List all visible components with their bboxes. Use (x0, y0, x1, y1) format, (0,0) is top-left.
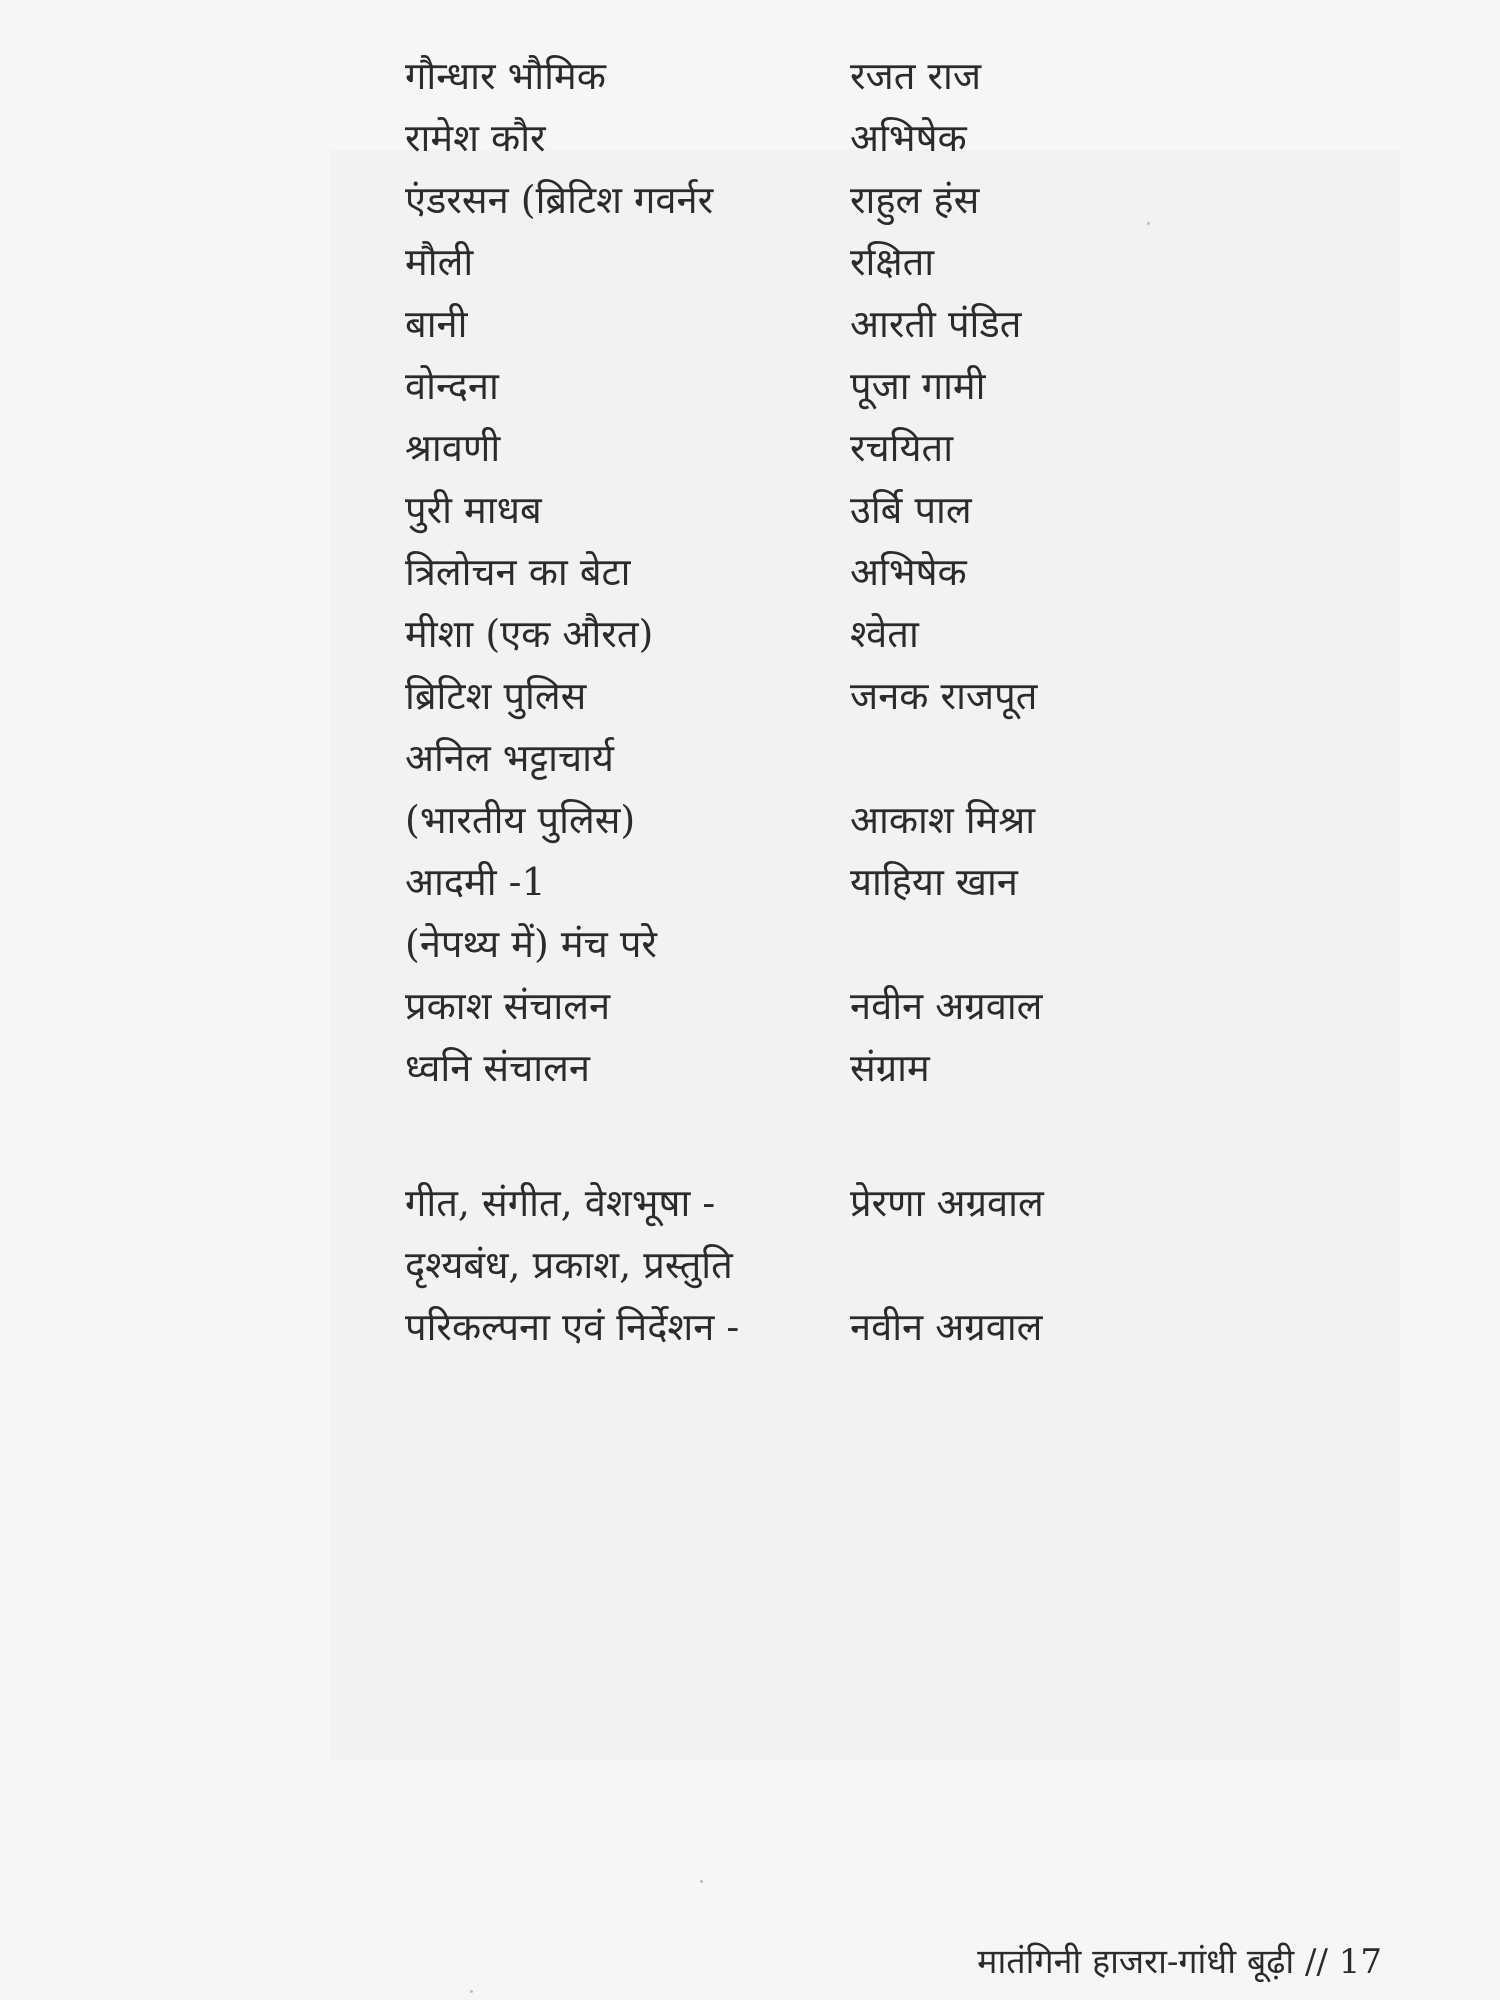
role-name: गौन्धार भौमिक (405, 54, 606, 98)
role-name: मौली (405, 240, 474, 284)
role-name: (नेपथ्य में) मंच परे (405, 922, 657, 966)
crew-member: प्रेरणा अग्रवाल (850, 1181, 1044, 1225)
role-name: मीशा (एक औरत) (405, 612, 654, 656)
actor-name: उर्बि पाल (850, 488, 972, 532)
actor-name: अभिषेक (850, 116, 967, 160)
actor-name: अभिषेक (850, 550, 967, 594)
role-name: रामेश कौर (405, 116, 546, 160)
crew-member: नवीन अग्रवाल (850, 1305, 1043, 1349)
actor-name: रचयिता (850, 426, 954, 470)
role-name: (भारतीय पुलिस) (405, 798, 636, 842)
role-name: आदमी -1 (405, 860, 546, 904)
scan-speck (470, 1990, 473, 1993)
role-name: अनिल भट्टाचार्य (405, 736, 614, 780)
role-name: बानी (405, 302, 468, 346)
actor-name: याहिया खान (850, 860, 1018, 904)
role-name: श्रावणी (405, 426, 501, 470)
scan-speck (700, 1880, 703, 1883)
role-name: एंडरसन (ब्रिटिश गवर्नर (405, 178, 714, 222)
running-footer: मातंगिनी हाजरा-गांधी बूढ़ी // 17 (977, 1942, 1382, 1982)
role-name: प्रकाश संचालन (405, 984, 611, 1028)
actor-name: श्वेता (850, 612, 919, 656)
role-name: ध्वनि संचालन (405, 1046, 590, 1090)
actor-name: पूजा गामी (850, 364, 986, 408)
actor-name: रक्षिता (850, 240, 935, 284)
actor-name: आरती पंडित (850, 302, 1022, 346)
scan-speck (1147, 222, 1150, 225)
actor-name: राहुल हंस (850, 178, 980, 222)
role-name: ब्रिटिश पुलिस (405, 674, 587, 718)
role-name: वोन्दना (405, 364, 499, 408)
actor-name: संग्राम (850, 1046, 930, 1090)
role-name: पुरी माधब (405, 488, 542, 532)
crew-role: दृश्यबंध, प्रकाश, प्रस्तुति (405, 1243, 733, 1287)
actor-name: जनक राजपूत (850, 674, 1038, 718)
crew-role: गीत, संगीत, वेशभूषा - (405, 1181, 716, 1225)
actor-name: नवीन अग्रवाल (850, 984, 1043, 1028)
actor-name: रजत राज (850, 54, 982, 98)
crew-role: परिकल्पना एवं निर्देशन - (405, 1305, 740, 1349)
role-name: त्रिलोचन का बेटा (405, 550, 631, 594)
actor-name: आकाश मिश्रा (850, 798, 1036, 842)
